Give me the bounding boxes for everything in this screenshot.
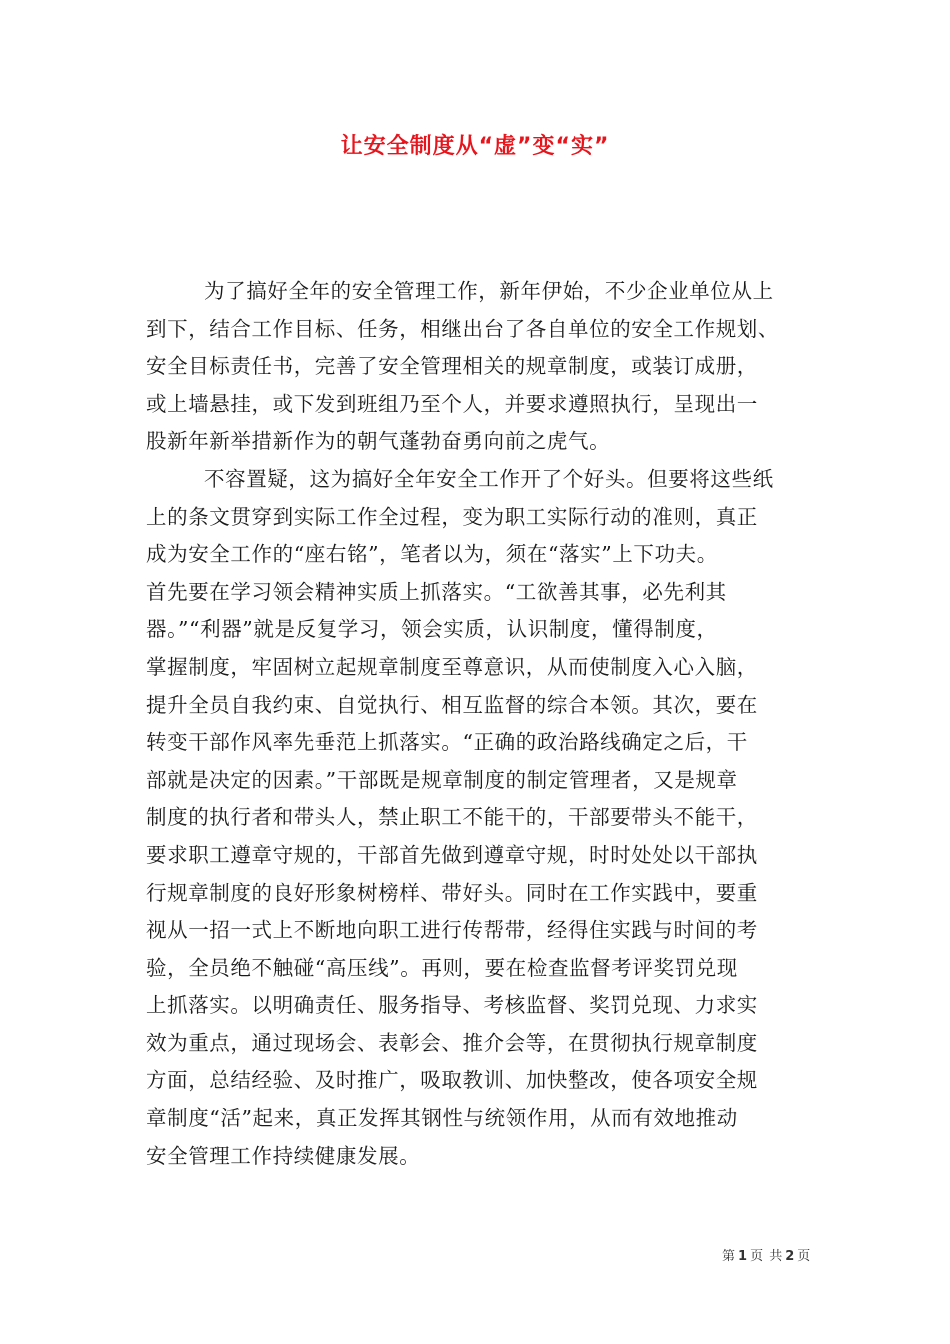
document-title: 让安全制度从“虚”变“实”: [340, 134, 610, 159]
footer-prefix: 第: [722, 1249, 737, 1264]
text-line: 不容置疑，这为搞好全年安全工作开了个好头。但要将这些纸: [204, 466, 774, 491]
text-line: 上抓落实。以明确责任、服务指导、考核监督、奖罚兑现、力求实: [146, 993, 758, 1018]
text-line: 安全目标责任书，完善了安全管理相关的规章制度，或装订成册，: [146, 354, 758, 379]
text-line: 成为安全工作的“座右铭”，笔者以为，须在“落实”上下功夫。: [146, 542, 718, 567]
text-line: 上的条文贯穿到实际工作全过程，变为职工实际行动的准则，真正: [146, 504, 758, 529]
text-line: 掌握制度，牢固树立起规章制度至尊意识，从而使制度入心入脑，: [146, 654, 758, 679]
paragraph-1: [146, 273, 846, 461]
text-line: 首先要在学习领会精神实质上抓落实。“工欲善其事，必先利其: [146, 579, 727, 604]
text-line: 为了搞好全年的安全管理工作，新年伊始，不少企业单位从上: [204, 279, 774, 303]
text-line: 行规章制度的良好形象树榜样、带好头。同时在工作实践中，要重: [146, 880, 758, 905]
text-line: 或上墙悬挂，或下发到班组乃至个人，并要求遵照执行，呈现出一: [146, 391, 758, 416]
total-pages-number: 2: [785, 1249, 796, 1264]
text-line: 器。”“利器”就是反复学习，领会实质，认识制度，懂得制度，: [146, 617, 718, 642]
text-line: 方面，总结经验、及时推广，吸取教训、加快整改，使各项安全规: [146, 1068, 758, 1093]
page-number-footer: [722, 1245, 811, 1264]
text-line: 股新年新举措新作为的朝气蓬勃奋勇向前之虎气。: [146, 429, 611, 454]
footer-middle: 页 共: [750, 1249, 784, 1264]
text-line: 转变干部作风率先垂范上抓落实。“正确的政治路线确定之后，干: [146, 730, 748, 755]
document-body: [146, 273, 846, 1175]
paragraph-2: [146, 461, 846, 1175]
text-line: 提升全员自我约束、自觉执行、相互监督的综合本领。其次，要在: [146, 692, 758, 717]
text-line: 验，全员绝不触碰“高压线”。再则，要在检查监督考评奖罚兑现: [146, 955, 738, 980]
text-line: 安全管理工作持续健康发展。: [146, 1143, 421, 1168]
text-line: 要求职工遵章守规的，干部首先做到遵章守规，时时处处以干部执: [146, 842, 758, 867]
footer-suffix: 页: [797, 1249, 812, 1264]
text-line: 视从一招一式上不断地向职工进行传帮带，经得住实践与时间的考: [146, 918, 758, 943]
current-page-number: 1: [738, 1249, 749, 1264]
text-line: 效为重点，通过现场会、表彰会、推介会等，在贯彻执行规章制度: [146, 1030, 758, 1055]
text-line: 部就是决定的因素。”干部既是规章制度的制定管理者，又是规章: [146, 767, 738, 792]
text-line: 章制度“活”起来，真正发挥其钢性与统领作用，从而有效地推动: [146, 1106, 738, 1131]
text-line: 到下，结合工作目标、任务，相继出台了各自单位的安全工作规划、: [146, 316, 779, 341]
text-line: 制度的执行者和带头人，禁止职工不能干的，干部要带头不能干，: [146, 805, 758, 830]
